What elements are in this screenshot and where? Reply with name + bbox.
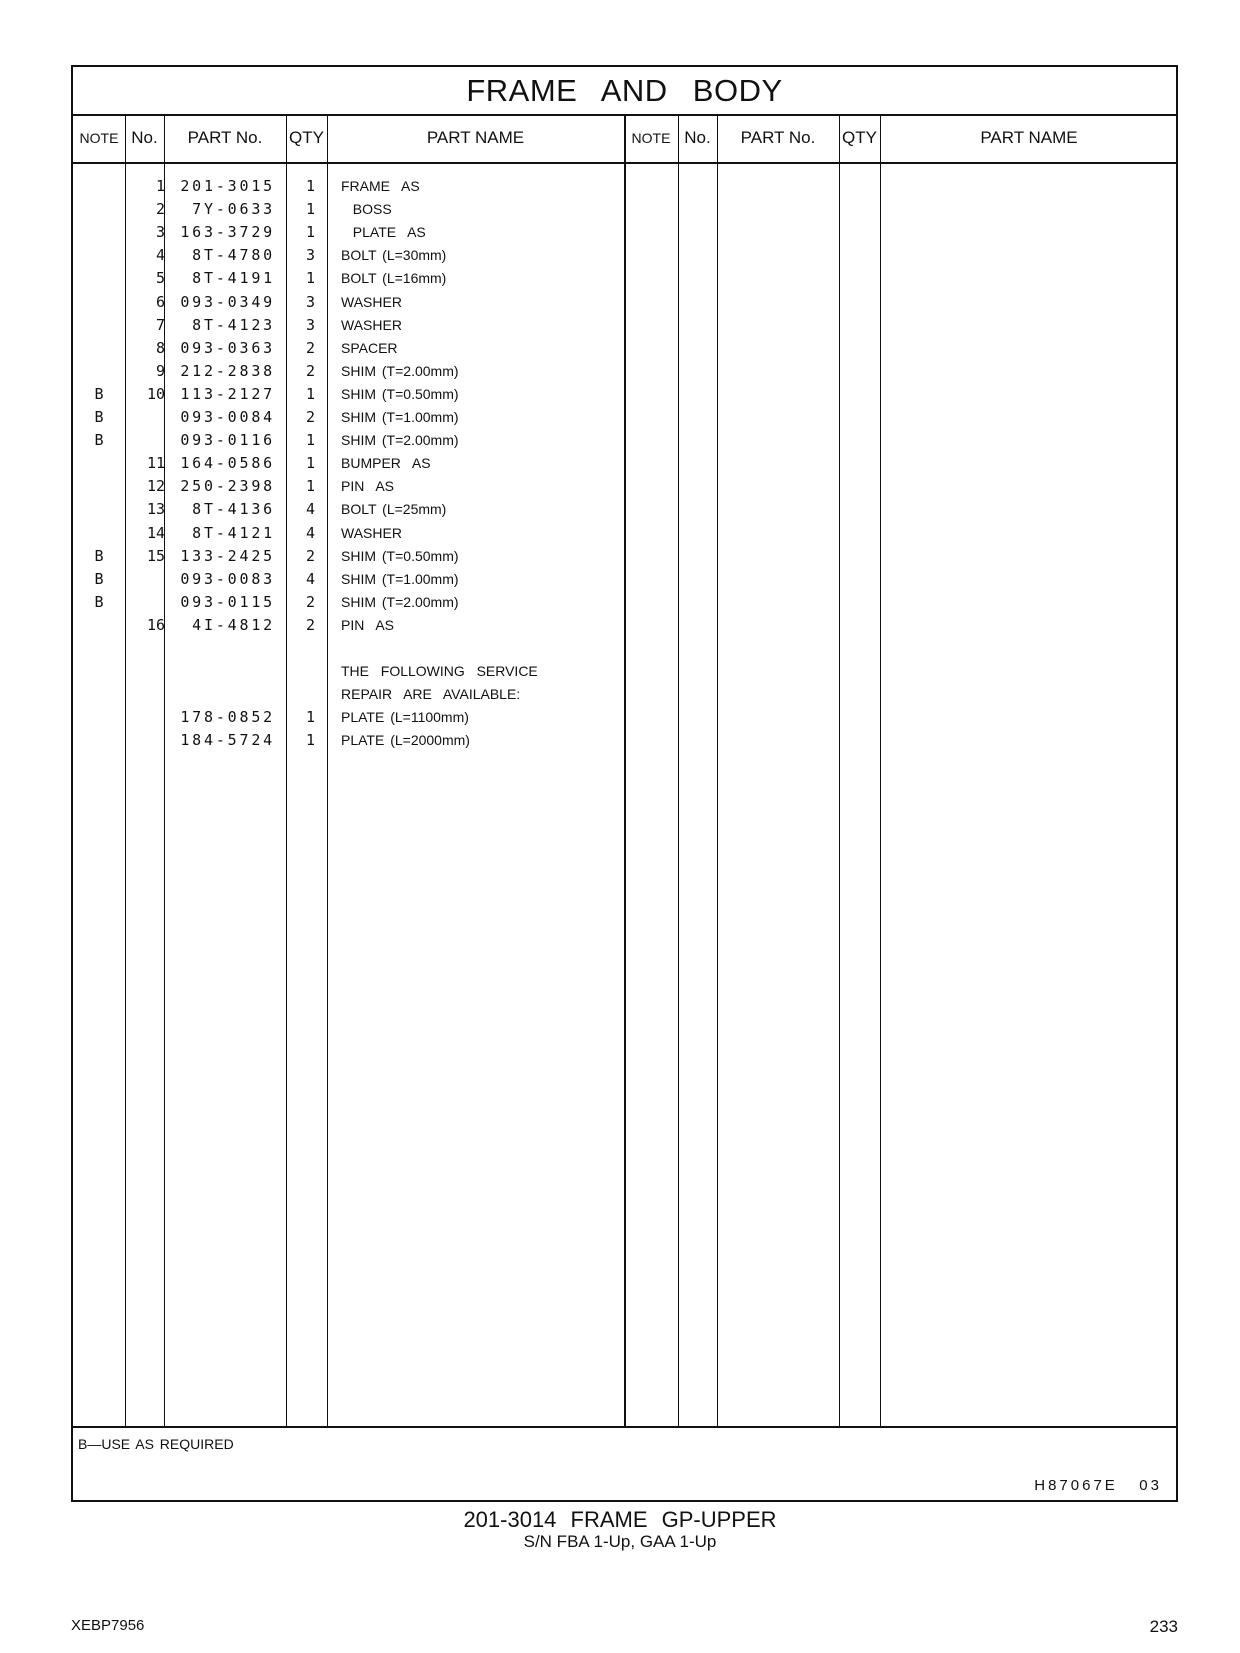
part-number: 8T-4121 xyxy=(192,523,275,542)
part-name: PLATE (L=2000mm) xyxy=(341,732,470,749)
part-name: PIN AS xyxy=(341,616,395,633)
quantity: 1 xyxy=(305,269,315,288)
part-name: REPAIR ARE AVAILABLE: xyxy=(341,686,521,703)
part-name: WASHER xyxy=(341,316,402,333)
quantity: 2 xyxy=(305,361,315,380)
part-name: PLATE (L=1100mm) xyxy=(341,709,469,726)
header-note-left: NOTE xyxy=(79,130,119,146)
part-name: SPACER xyxy=(341,339,398,356)
quantity: 4 xyxy=(305,500,315,519)
quantity: 1 xyxy=(305,431,315,450)
part-name: WASHER xyxy=(341,293,402,310)
item-number: 12 xyxy=(146,477,165,496)
part-name: SHIM (T=0.50mm) xyxy=(341,547,459,564)
header-no-left: No. xyxy=(131,128,158,147)
document-id: XEBP7956 xyxy=(71,1617,145,1634)
part-number: 8T-4136 xyxy=(192,500,275,519)
footnote-area xyxy=(73,1426,1176,1504)
item-number: 16 xyxy=(146,615,165,634)
item-number: 5 xyxy=(155,269,165,288)
note-cell: B xyxy=(94,546,104,565)
item-number: 11 xyxy=(146,454,165,473)
part-number: 133-2425 xyxy=(180,546,275,565)
part-number: 250-2398 xyxy=(180,477,275,496)
quantity: 3 xyxy=(305,246,315,265)
item-number: 3 xyxy=(155,223,165,242)
part-name: PLATE AS xyxy=(341,224,426,241)
quantity: 1 xyxy=(305,200,315,219)
part-name: SHIM (T=2.00mm) xyxy=(341,362,459,379)
note-cell: B xyxy=(94,592,104,611)
quantity: 4 xyxy=(305,523,315,542)
part-name: SHIM (T=2.00mm) xyxy=(341,432,459,449)
item-number: 10 xyxy=(146,384,165,403)
quantity: 1 xyxy=(305,477,315,496)
parts-list xyxy=(73,162,1176,1426)
part-name: SHIM (T=1.00mm) xyxy=(341,409,459,425)
part-name: BUMPER AS xyxy=(341,455,431,472)
quantity: 1 xyxy=(305,384,315,403)
section-title: FRAME AND BODY xyxy=(73,67,1176,116)
part-number: 212-2838 xyxy=(180,361,275,380)
part-number: 8T-4123 xyxy=(192,315,275,334)
part-number: 113-2127 xyxy=(180,384,275,403)
quantity: 2 xyxy=(305,338,315,357)
footnote: B—USE AS REQUIRED xyxy=(78,1436,234,1452)
quantity: 1 xyxy=(305,731,315,750)
part-number: 093-0349 xyxy=(180,292,275,311)
group-title: 201-3014 FRAME GP-UPPER xyxy=(463,1507,777,1532)
part-number: 7Y-0633 xyxy=(192,200,275,219)
note-cell: B xyxy=(94,384,104,403)
part-number: 8T-4191 xyxy=(192,269,275,288)
header-part-no-right: PART No. xyxy=(740,128,816,147)
header-qty-left: QTY xyxy=(289,128,324,147)
quantity: 1 xyxy=(305,454,315,473)
part-number: 184-5724 xyxy=(180,731,275,750)
part-name: BOLT (L=16mm) xyxy=(341,270,447,287)
item-number: 6 xyxy=(155,292,165,311)
part-number: 093-0115 xyxy=(180,592,275,611)
part-number: 093-0363 xyxy=(180,338,275,357)
header-qty-right: QTY xyxy=(842,128,877,147)
item-number: 13 xyxy=(146,500,165,519)
serial-range: S/N FBA 1-Up, GAA 1-Up xyxy=(523,1532,717,1551)
part-number: 163-3729 xyxy=(180,223,275,242)
quantity: 1 xyxy=(305,177,315,195)
header-note-right: NOTE xyxy=(631,130,671,146)
part-name: WASHER xyxy=(341,524,402,541)
quantity: 3 xyxy=(305,292,315,311)
part-name: SHIM (T=2.00mm) xyxy=(341,593,459,610)
item-number: 1 xyxy=(155,177,165,195)
part-number: 4I-4812 xyxy=(192,615,275,634)
item-number: 7 xyxy=(155,315,165,334)
part-number: 164-0586 xyxy=(180,454,275,473)
part-number: 093-0116 xyxy=(180,431,275,450)
header-part-name-left: PART NAME xyxy=(426,128,525,147)
item-number: 9 xyxy=(155,361,165,380)
part-name: THE FOLLOWING SERVICE xyxy=(341,663,538,680)
note-cell: B xyxy=(94,569,104,588)
part-name: BOLT (L=30mm) xyxy=(341,247,447,264)
item-number: 14 xyxy=(146,523,165,542)
part-name: SHIM (T=0.50mm) xyxy=(341,385,459,402)
item-number: 2 xyxy=(155,200,165,219)
parts-table-frame xyxy=(71,65,1178,1502)
part-number: 178-0852 xyxy=(180,708,275,727)
header-no-right: No. xyxy=(684,128,711,147)
part-name: SHIM (T=1.00mm) xyxy=(341,570,459,587)
page-number: 233 xyxy=(1149,1617,1178,1636)
item-number: 8 xyxy=(155,338,165,357)
part-name: BOLT (L=25mm) xyxy=(341,501,447,518)
quantity: 2 xyxy=(305,615,315,634)
header-part-name-right: PART NAME xyxy=(980,128,1078,147)
quantity: 2 xyxy=(305,592,315,611)
part-name: BOSS xyxy=(341,201,392,218)
quantity: 2 xyxy=(305,408,315,426)
part-name: FRAME AS xyxy=(341,178,420,194)
part-number: 093-0083 xyxy=(180,569,275,588)
note-cell: B xyxy=(94,408,104,426)
part-number: 8T-4780 xyxy=(192,246,275,265)
quantity: 4 xyxy=(305,569,315,588)
quantity: 1 xyxy=(305,708,315,727)
note-cell: B xyxy=(94,431,104,450)
quantity: 3 xyxy=(305,315,315,334)
part-name: PIN AS xyxy=(341,478,395,495)
quantity: 2 xyxy=(305,546,315,565)
item-number: 15 xyxy=(146,546,165,565)
header-part-no-left: PART No. xyxy=(187,128,263,147)
part-number: 201-3015 xyxy=(180,177,275,195)
item-number: 4 xyxy=(155,246,165,265)
quantity: 1 xyxy=(305,223,315,242)
illustration-code: H87067E 03 xyxy=(1034,1477,1162,1494)
part-number: 093-0084 xyxy=(180,408,275,426)
